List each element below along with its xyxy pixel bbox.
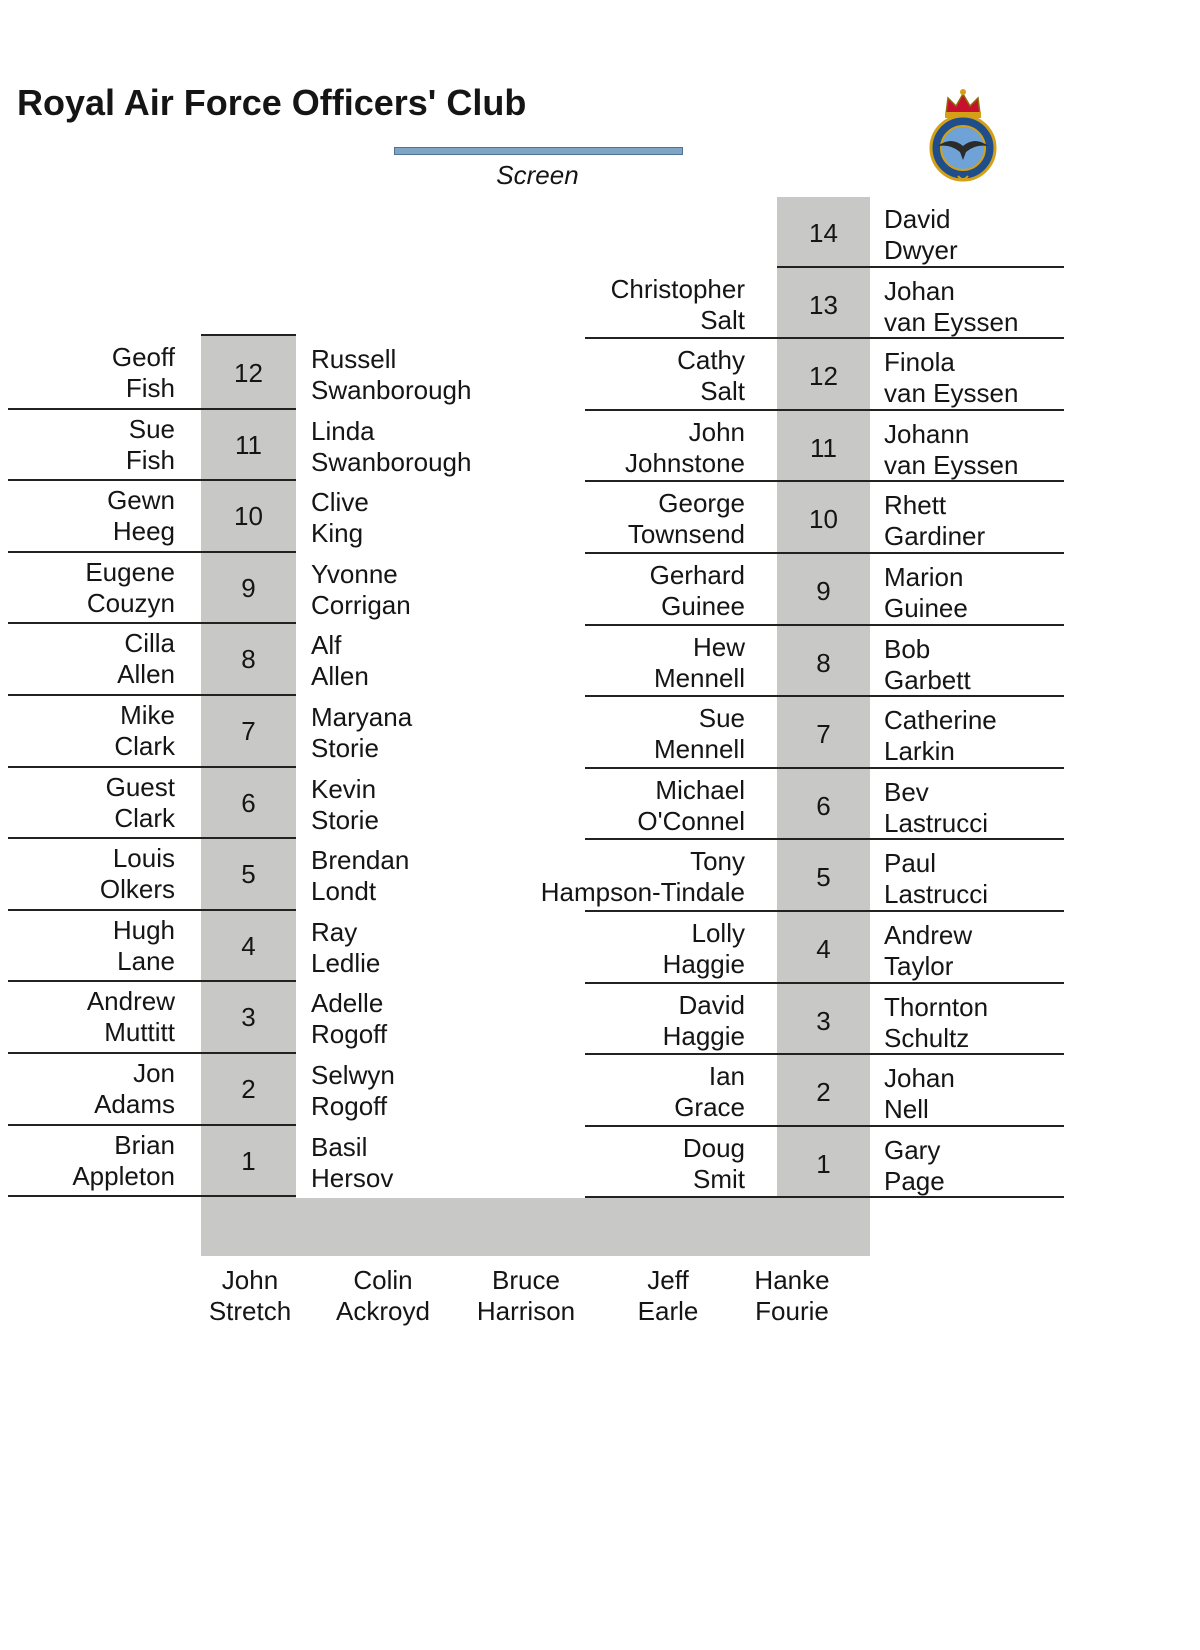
guest-name-line: Larkin: [884, 736, 955, 767]
guest-name-line: Allen: [117, 659, 175, 690]
guest-name-line: Clark: [114, 802, 175, 833]
guest-name-line: Grace: [674, 1092, 745, 1123]
guest-name-line: Cathy: [677, 345, 745, 376]
row-divider: [585, 695, 1064, 697]
guest-name-line: Garbett: [884, 664, 971, 695]
guest-name-line: Lastrucci: [884, 807, 989, 838]
guest-name-line: Salt: [700, 304, 745, 335]
right-outer-guest: [884, 920, 1084, 982]
guest-name-line: Guinee: [661, 591, 745, 621]
guest-name-line: van Eyssen: [884, 378, 1019, 409]
guest-name-line: Clive: [311, 487, 369, 518]
guest-name-line: Catherine: [884, 705, 997, 736]
table-number: 8: [241, 644, 256, 675]
left-outer-guest: [10, 772, 175, 834]
row-divider: [8, 766, 296, 768]
table-number: 12: [809, 361, 838, 392]
guest-name-line: Allen: [311, 661, 369, 692]
table-number: 7: [241, 716, 256, 746]
guest-name-line: Mennell: [653, 734, 745, 765]
guest-name-line: Salt: [700, 376, 745, 407]
guest-name-line: Rogoff: [311, 1019, 388, 1050]
guest-name-line: Swanborough: [311, 446, 472, 477]
right-inner-guest: [520, 775, 745, 837]
right-outer-guest: [884, 204, 1084, 266]
guest-name-line: Harrison: [476, 1296, 576, 1326]
table-number: 6: [816, 790, 831, 821]
guest-name-line: Haggie: [662, 1020, 745, 1051]
guest-name-line: Ackroyd: [336, 1296, 430, 1326]
left-outer-guest: [10, 915, 175, 977]
guest-name-line: Finola: [884, 347, 955, 378]
guest-name-line: Lane: [117, 945, 175, 976]
guest-name-line: Stretch: [208, 1296, 292, 1326]
right-inner-guest: [520, 918, 745, 980]
right-outer-guest: [884, 562, 1084, 624]
left-outer-guest: [10, 843, 175, 905]
guest-name-line: Gewn: [107, 485, 175, 516]
row-divider: [8, 1124, 296, 1126]
table-number: 1: [816, 1148, 831, 1179]
raf-crest-icon: [918, 84, 1008, 184]
table-number: 4: [241, 930, 256, 961]
head-table-band: [201, 1198, 870, 1256]
guest-name-line: van Eyssen: [884, 449, 1019, 480]
left-outer-guest: [10, 986, 175, 1048]
guest-name-line: Brendan: [311, 845, 410, 876]
screen-label: Screen: [496, 160, 579, 190]
table-number: 5: [241, 859, 256, 890]
guest-name-line: Bob: [884, 633, 931, 664]
guest-name-line: David: [884, 204, 951, 234]
right-outer-guest: [884, 276, 1084, 338]
guest-name-line: Ian: [708, 1061, 745, 1092]
guest-name-line: Johann: [884, 418, 970, 449]
head-table-guest: [303, 1265, 463, 1327]
row-divider: [585, 552, 1064, 554]
guest-name-line: Dwyer: [884, 235, 958, 265]
guest-name-line: John: [688, 416, 745, 447]
guest-name-line: Couzyn: [86, 587, 175, 618]
guest-name-line: Jeff: [647, 1265, 689, 1295]
guest-name-line: Smit: [693, 1163, 745, 1194]
guest-name-line: Rogoff: [311, 1091, 388, 1121]
guest-name-line: Cilla: [124, 628, 175, 659]
guest-name-line: Corrigan: [311, 589, 411, 620]
table-number: 14: [809, 218, 838, 248]
right-outer-guest: [884, 705, 1084, 767]
table-number: 8: [816, 647, 831, 678]
table-number: 11: [235, 429, 262, 460]
guest-name-line: Kevin: [311, 773, 377, 804]
guest-name-line: Tony: [690, 846, 745, 877]
row-divider: [585, 982, 1064, 984]
guest-name-line: Haggie: [662, 949, 745, 979]
guest-name-line: Townsend: [627, 519, 745, 550]
row-divider: [777, 266, 1064, 268]
guest-name-line: Lastrucci: [884, 879, 989, 910]
page-title: Royal Air Force Officers' Club: [17, 82, 527, 123]
guest-name-line: Fourie: [755, 1296, 829, 1326]
table-number: 6: [241, 787, 256, 818]
table-number: 9: [816, 576, 831, 606]
right-inner-guest: [520, 632, 745, 694]
row-divider: [8, 408, 296, 410]
guest-name-line: Clark: [114, 731, 175, 761]
table-number: 3: [816, 1005, 831, 1036]
right-outer-guest: [884, 992, 1084, 1054]
table-number: 11: [810, 432, 837, 463]
table-number: 10: [234, 501, 263, 532]
table-number: 10: [809, 504, 838, 535]
guest-name-line: Mike: [120, 700, 175, 730]
guest-name-line: Doug: [682, 1132, 745, 1163]
row-divider: [8, 837, 296, 839]
right-inner-guest: [520, 1133, 745, 1195]
table-number: 3: [241, 1002, 256, 1033]
row-divider: [585, 1125, 1064, 1127]
left-table-top-line: [201, 334, 296, 336]
guest-name-line: Swanborough: [311, 375, 472, 405]
guest-name-line: Ledlie: [311, 947, 381, 978]
guest-name-line: Thornton: [884, 991, 989, 1022]
guest-name-line: Eugene: [85, 556, 175, 587]
row-divider: [585, 910, 1064, 912]
table-number: 4: [816, 934, 831, 964]
right-inner-guest: [520, 417, 745, 479]
right-outer-guest: [884, 634, 1084, 696]
guest-name-line: Lolly: [691, 918, 745, 948]
right-inner-guest: [520, 846, 745, 908]
guest-name-line: Brian: [114, 1129, 175, 1160]
row-divider: [585, 1053, 1064, 1055]
guest-name-line: Louis: [112, 843, 175, 874]
right-inner-guest: [520, 274, 745, 336]
guest-name-line: Appleton: [72, 1160, 175, 1191]
head-table-guest: [446, 1265, 606, 1327]
guest-name-line: Hersov: [311, 1162, 394, 1193]
guest-name-line: Rhett: [884, 490, 947, 521]
guest-name-line: Heeg: [112, 516, 175, 547]
right-outer-guest: [884, 1063, 1084, 1125]
left-outer-guest: [10, 1130, 175, 1192]
row-divider: [585, 1196, 1064, 1198]
guest-name-line: Yvonne: [311, 558, 398, 589]
guest-name-line: Londt: [311, 876, 377, 907]
guest-name-line: Selwyn: [311, 1060, 395, 1090]
guest-name-line: Olkers: [99, 874, 175, 905]
guest-name-line: Johnstone: [625, 447, 745, 478]
left-outer-guest: [10, 557, 175, 619]
guest-name-line: Christopher: [610, 273, 745, 304]
guest-name-line: Alf: [311, 630, 342, 661]
left-outer-guest: [10, 485, 175, 547]
guest-name-line: John: [221, 1265, 279, 1295]
screen-bar: [394, 147, 683, 155]
guest-name-line: Paul: [884, 848, 937, 879]
guest-name-line: Andrew: [884, 920, 973, 950]
right-outer-guest: [884, 347, 1084, 409]
guest-name-line: Guest: [105, 771, 175, 802]
guest-name-line: Taylor: [884, 951, 954, 981]
row-divider: [8, 909, 296, 911]
table-number: 13: [809, 289, 838, 320]
guest-name-line: Schultz: [884, 1022, 970, 1053]
guest-name-line: Maryana: [311, 702, 413, 732]
right-inner-guest: [520, 990, 745, 1052]
right-inner-guest: [520, 703, 745, 765]
guest-name-line: Muttitt: [104, 1017, 175, 1048]
guest-name-line: Hugh: [112, 914, 175, 945]
table-number: 1: [241, 1145, 256, 1176]
guest-name-line: Adelle: [311, 988, 384, 1019]
row-divider: [8, 1195, 296, 1197]
head-table-guest: [712, 1265, 872, 1327]
guest-name-line: Gardiner: [884, 521, 986, 552]
guest-name-line: Bev: [884, 776, 929, 807]
row-divider: [585, 767, 1064, 769]
row-divider: [8, 622, 296, 624]
guest-name-line: Page: [884, 1165, 945, 1196]
guest-name-line: Bruce: [492, 1265, 560, 1295]
guest-name-line: Marion: [884, 562, 964, 592]
guest-name-line: Adams: [94, 1089, 175, 1119]
right-outer-guest: [884, 777, 1084, 839]
guest-name-line: Michael: [655, 774, 745, 805]
guest-name-line: Hampson-Tindale: [540, 877, 745, 908]
guest-name-line: Geoff: [111, 342, 175, 372]
guest-name-line: Russell: [311, 344, 397, 374]
right-outer-guest: [884, 419, 1084, 481]
guest-name-line: Storie: [311, 804, 379, 835]
row-divider: [8, 980, 296, 982]
guest-name-line: Andrew: [86, 986, 175, 1017]
guest-name-line: Ray: [311, 916, 358, 947]
guest-name-line: Johan: [884, 275, 955, 306]
row-divider: [8, 1052, 296, 1054]
right-inner-guest: [520, 488, 745, 550]
left-outer-guest: [10, 342, 175, 404]
guest-name-line: Hew: [692, 631, 745, 662]
row-divider: [8, 694, 296, 696]
guest-name-line: Mennell: [653, 662, 745, 693]
guest-name-line: George: [658, 488, 745, 519]
guest-name-line: Gerhard: [649, 560, 745, 590]
guest-name-line: Nell: [884, 1094, 929, 1125]
guest-name-line: Storie: [311, 733, 379, 763]
right-outer-guest: [884, 848, 1084, 910]
guest-name-line: Basil: [311, 1131, 368, 1162]
guest-name-line: Linda: [311, 415, 375, 446]
left-outer-guest: [10, 628, 175, 690]
guest-name-line: Jon: [133, 1058, 175, 1088]
guest-name-line: David: [678, 989, 745, 1020]
left-outer-guest: [10, 700, 175, 762]
table-number: 2: [241, 1074, 256, 1104]
row-divider: [585, 480, 1064, 482]
guest-name-line: Johan: [884, 1063, 955, 1094]
right-inner-guest: [520, 345, 745, 407]
guest-name-line: Hanke: [754, 1265, 830, 1295]
row-divider: [585, 337, 1064, 339]
row-divider: [585, 838, 1064, 840]
guest-name-line: King: [311, 518, 364, 549]
right-outer-guest: [884, 490, 1084, 552]
guest-name-line: Sue: [698, 703, 745, 734]
table-number: 9: [241, 572, 256, 603]
left-outer-guest: [10, 414, 175, 476]
right-inner-guest: [520, 560, 745, 622]
row-divider: [8, 479, 296, 481]
guest-name-line: van Eyssen: [884, 306, 1019, 337]
guest-name-line: Colin: [353, 1265, 413, 1295]
left-outer-guest: [10, 1058, 175, 1120]
table-number: 5: [816, 862, 831, 893]
table-number: 12: [234, 358, 263, 388]
right-outer-guest: [884, 1135, 1084, 1197]
guest-name-line: Gary: [884, 1134, 941, 1165]
row-divider: [585, 409, 1064, 411]
guest-name-line: Earle: [637, 1296, 699, 1326]
right-inner-guest: [520, 1061, 745, 1123]
table-number: 7: [816, 719, 831, 750]
guest-name-line: Fish: [125, 373, 175, 403]
guest-name-line: O'Connel: [637, 805, 745, 836]
guest-name-line: Fish: [125, 444, 175, 475]
row-divider: [8, 551, 296, 553]
table-number: 2: [816, 1077, 831, 1108]
guest-name-line: Sue: [128, 413, 175, 444]
row-divider: [585, 624, 1064, 626]
guest-name-line: Guinee: [884, 593, 968, 623]
